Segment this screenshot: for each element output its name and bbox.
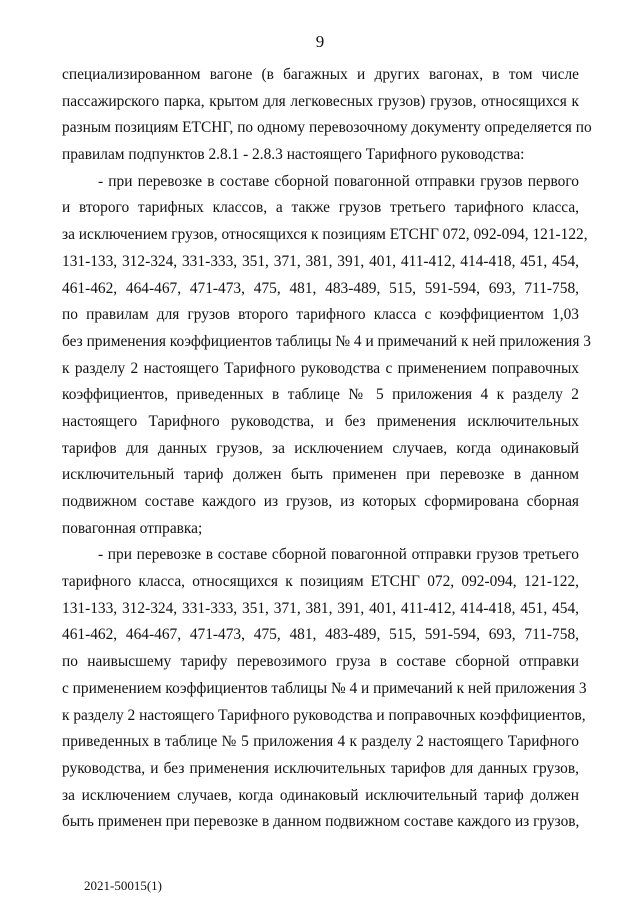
text-line: коэффициентов, приведенных в таблице № 5 приложения 4 к разделу 2 <box>62 386 579 404</box>
text-line: подвижном составе каждого из грузов, из которых сформирована сборная <box>62 493 579 510</box>
text-line: руководства, и без применения исключительных тарифов для данных грузов, <box>62 759 579 777</box>
text-line: - при перевозке в составе сборной повагонной отправки грузов первого <box>98 172 579 190</box>
text-line: тарифного класса, относящихся к позициям ЕТСНГ 072, 092-094, 121-122, <box>62 573 579 591</box>
body-text <box>62 62 592 836</box>
text-line: к разделу 2 настоящего Тарифного руководства и поправочных коэффициентов, <box>62 706 586 724</box>
text-line: по наивысшему тарифу перевозимого груза в составе сборной отправки <box>62 653 579 671</box>
text-line: исключительный тариф должен быть применен при перевозке в данном <box>62 466 579 484</box>
text-line: пассажирского парка, крытом для легковесных грузов) грузов, относящихся к <box>62 92 579 110</box>
page-number: 9 <box>315 32 325 51</box>
text-line: специализированном вагоне (в багажных и других вагонах, в том числе <box>62 66 579 83</box>
text-line: - при перевозке в составе сборной повагонной отправки грузов третьего <box>98 546 579 564</box>
text-line: 461-462, 464-467, 471-473, 475, 481, 483-489, 515, 591-594, 693, 711-758, <box>62 626 579 644</box>
text-line: приведенных в таблице № 5 приложения 4 к разделу 2 настоящего Тарифного <box>62 733 579 751</box>
text-line: тарифов для данных грузов, за исключением случаев, когда одинаковый <box>62 439 579 457</box>
text-line: к разделу 2 настоящего Тарифного руководства с применением поправочных <box>62 359 579 377</box>
text-line: 461-462, 464-467, 471-473, 475, 481, 483-489, 515, 591-594, 693, 711-758, <box>62 279 579 297</box>
text-line: за исключением случаев, когда одинаковый исключительный тариф должен <box>62 786 579 804</box>
text-line: быть применен при перевозке в данном подвижном составе каждого из грузов, <box>62 813 580 831</box>
text-line: по правилам для грузов второго тарифного класса с коэффициентом 1,03 <box>62 306 579 324</box>
text-line: за исключением грузов, относящихся к позициям ЕТСНГ 072, 092-094, 121-122, <box>62 226 588 244</box>
document-code: 2021-50015(1) <box>84 878 162 893</box>
text-line: повагонная отправка; <box>62 519 203 537</box>
text-line: и второго тарифных классов, а также грузов третьего тарифного класса, <box>62 199 579 217</box>
text-line: разным позициям ЕТСНГ, по одному перевозочному документу определяется по <box>62 119 592 137</box>
text-line: 131-133, 312-324, 331-333, 351, 371, 381, 391, 401, 411-412, 414-418, 451, 454, <box>62 252 579 270</box>
text-line: настоящего Тарифного руководства, и без применения исключительных <box>62 412 579 430</box>
text-line: без применения коэффициентов таблицы № 4 и примечаний к ней приложения 3 <box>62 332 592 350</box>
text-line: 131-133, 312-324, 331-333, 351, 371, 381, 391, 401, 411-412, 414-418, 451, 454, <box>62 599 579 617</box>
text-line: правилам подпунктов 2.8.1 - 2.8.3 настоящего Тарифного руководства: <box>62 146 525 164</box>
text-line: с применением коэффициентов таблицы № 4 и примечаний к ней приложения 3 <box>62 679 587 697</box>
